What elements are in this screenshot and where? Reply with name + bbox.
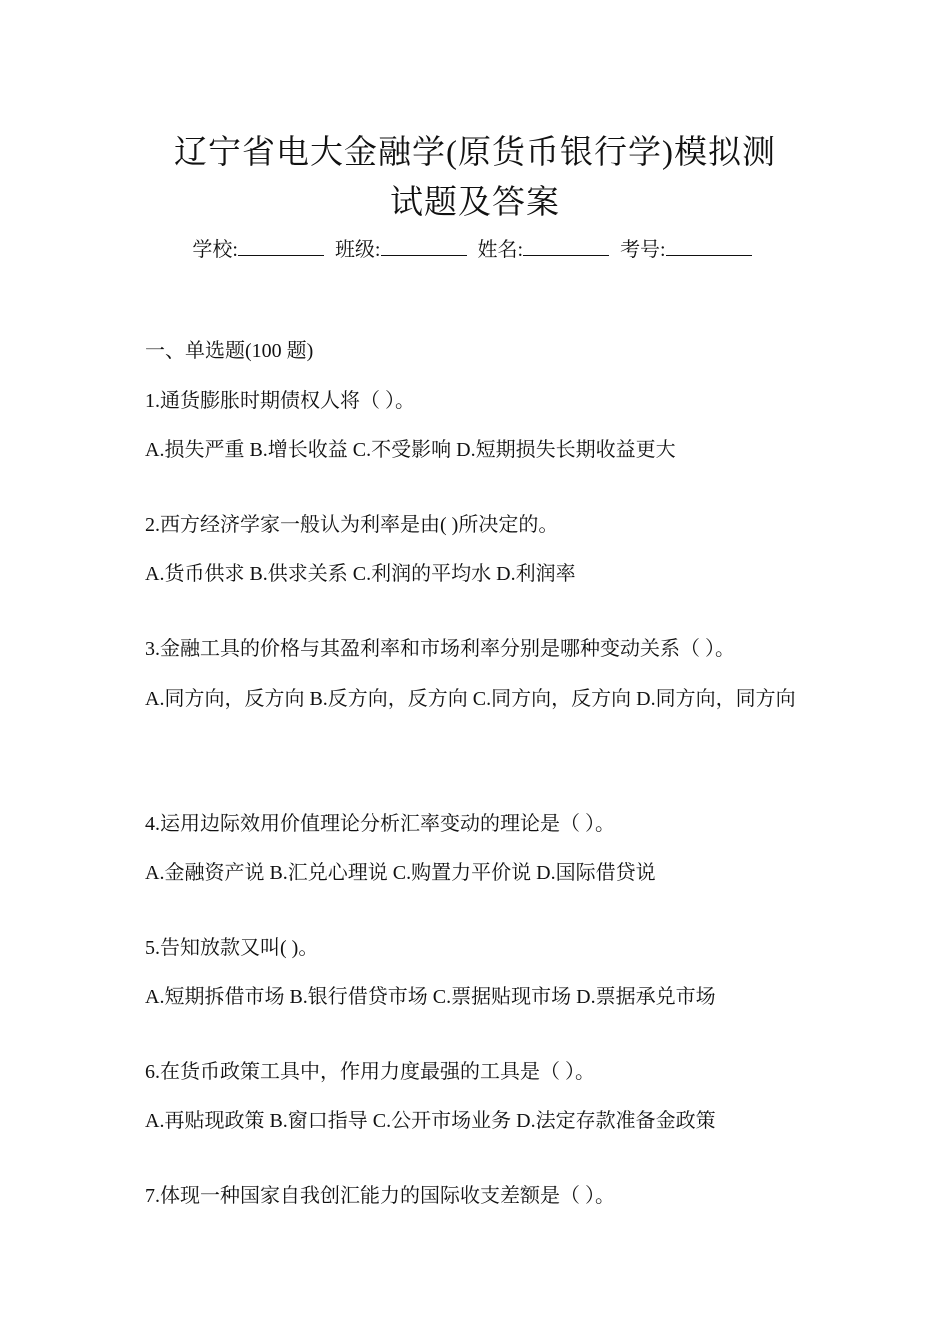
question-options: A.货币供求 B.供求关系 C.利润的平均水 D.利润率 (145, 563, 576, 585)
id-blank (666, 237, 752, 256)
school-blank (238, 237, 324, 256)
school-label: 学校: (192, 239, 238, 261)
question-stem: 3.金融工具的价格与其盈利率和市场利率分别是哪种变动关系（ ）。 (145, 638, 735, 660)
question-stem: 5.告知放款又叫( )。 (145, 937, 319, 959)
student-info-line (0, 236, 950, 264)
name-blank (523, 237, 609, 256)
name-label: 姓名: (477, 239, 524, 261)
class-label: 班级: (334, 239, 381, 261)
question-options: A.短期拆借市场 B.银行借贷市场 C.票据贴现市场 D.票据承兑市场 (145, 986, 716, 1008)
class-blank (381, 237, 467, 256)
document-title-line-2: 试题及答案 (390, 185, 560, 221)
id-label: 考号: (620, 239, 666, 261)
question-stem: 2.西方经济学家一般认为利率是由( )所决定的。 (145, 514, 559, 536)
question-options: A.金融资产说 B.汇兑心理说 C.购置力平价说 D.国际借贷说 (145, 862, 656, 884)
section-heading: 一、单选题(100 题) (145, 340, 314, 362)
question-stem: 7.体现一种国家自我创汇能力的国际收支差额是（ ）。 (145, 1185, 615, 1207)
question-stem: 1.通货膨胀时期债权人将（ ）。 (145, 390, 415, 412)
question-stem: 6.在货币政策工具中，作用力度最强的工具是（ ）。 (145, 1061, 595, 1083)
question-stem: 4.运用边际效用价值理论分析汇率变动的理论是（ ）。 (145, 813, 615, 835)
question-options: A.同方向，反方向 B.反方向，反方向 C.同方向，反方向 D.同方向，同方向 (145, 688, 796, 710)
question-options: A.再贴现政策 B.窗口指导 C.公开市场业务 D.法定存款准备金政策 (145, 1110, 716, 1132)
document-title-line-1: 辽宁省电大金融学(原货币银行学)模拟测 (174, 135, 776, 171)
question-options: A.损失严重 B.增长收益 C.不受影响 D.短期损失长期收益更大 (145, 439, 676, 461)
